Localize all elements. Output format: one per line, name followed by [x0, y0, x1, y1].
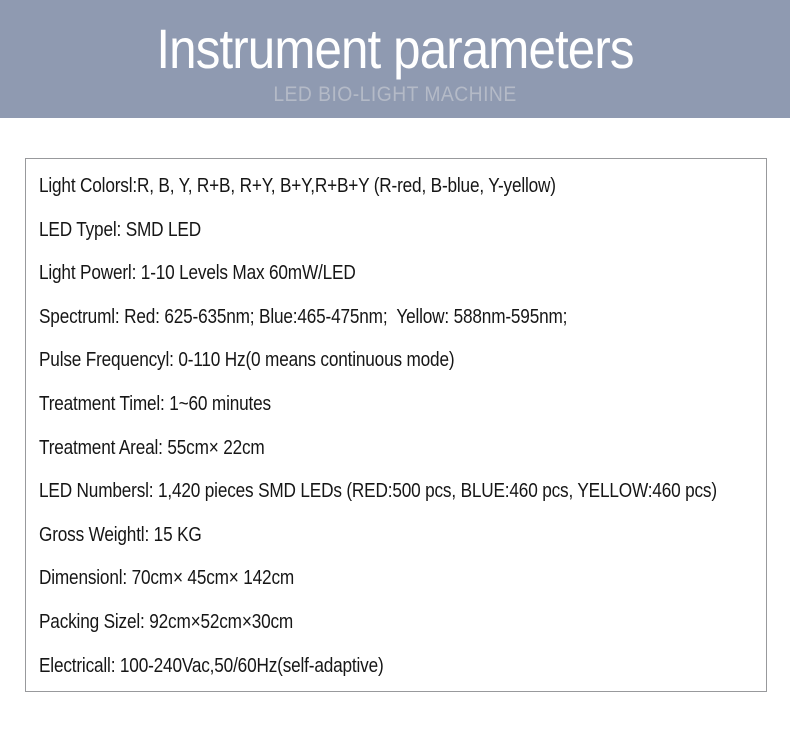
spec-line-dimension: Dimensionl: 70cm× 45cm× 142cm: [39, 567, 295, 590]
spec-box: [25, 158, 767, 692]
spec-line-led-type: LED Typel: SMD LED: [39, 218, 201, 241]
spec-line-electrical: Electricall: 100-240Vac,50/60Hz(self-adaptive): [39, 654, 384, 677]
page-title: Instrument parameters: [156, 17, 634, 80]
spec-line-pulse-frequency: Pulse Frequencyl: 0-110 Hz(0 means continuous mode): [39, 349, 455, 372]
spec-line-light-colors: Light Colorsl:R, B, Y, R+B, R+Y, B+Y,R+B+Y (R-red, B-blue, Y-yellow): [39, 175, 556, 197]
spec-line-light-power: Light Powerl: 1-10 Levels Max 60mW/LED: [39, 262, 356, 285]
spec-line-spectrum: Spectruml: Red: 625-635nm; Blue:465-475nm; Yellow: 588nm-595nm;: [39, 305, 568, 328]
spec-line-treatment-time: Treatment Timel: 1~60 minutes: [39, 392, 271, 415]
spec-line-packing-size: Packing Sizel: 92cm×52cm×30cm: [39, 610, 294, 633]
spec-line-treatment-area: Treatment Areal: 55cm× 22cm: [39, 436, 265, 459]
spec-line-led-numbers: LED Numbersl: 1,420 pieces SMD LEDs (RED:500 pcs, BLUE:460 pcs, YELLOW:460 pcs): [39, 480, 717, 503]
page-subtitle: LED BIO-LIGHT MACHINE: [273, 83, 517, 106]
header-banner: [0, 0, 790, 118]
spec-line-gross-weight: Gross Weightl: 15 KG: [39, 523, 202, 546]
